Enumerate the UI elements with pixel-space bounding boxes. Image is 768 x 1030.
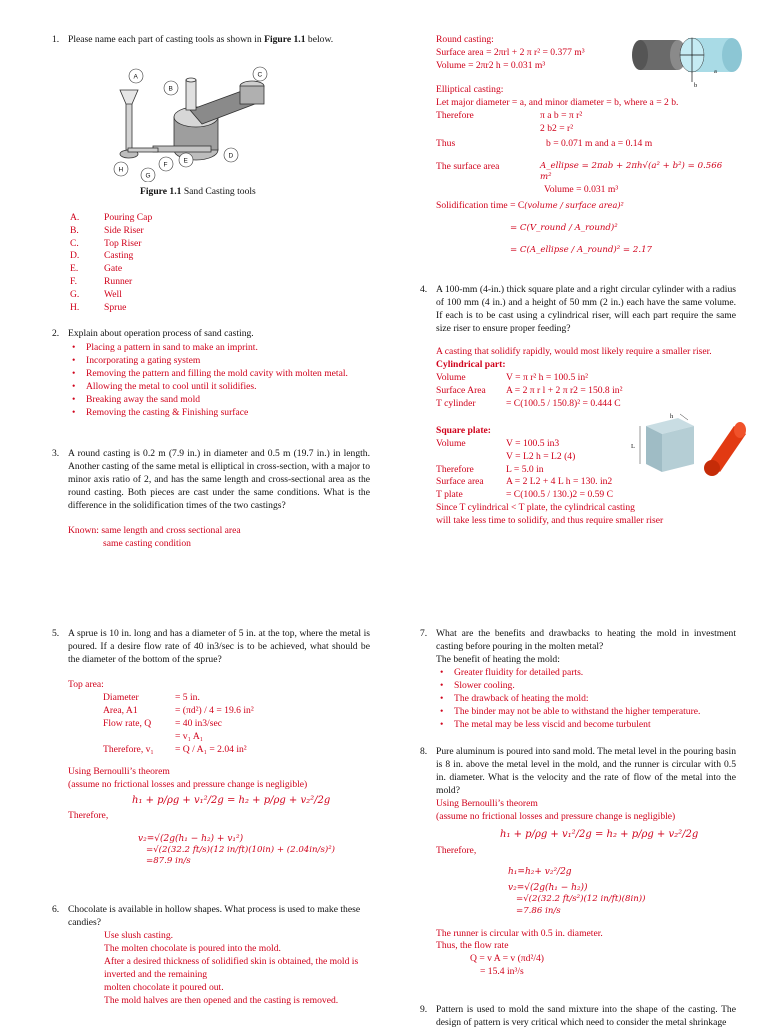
question-text: Please name each part of casting tools as shown in (68, 34, 262, 45)
elliptical-cylinder-image (680, 38, 742, 82)
plate-and-cylinder-figure (630, 412, 746, 476)
question-text: Chocolate is available in hollow shapes. What process is used to make these candies? (68, 904, 361, 928)
solidification-time-answer: Solidification time = C(volume / surface area)² = C(V_round / A_round)² = C(A_ellipse / A_round)² = 2.17 (436, 200, 653, 255)
question-number: 8. (420, 746, 428, 757)
question-number: 3. (52, 448, 60, 459)
question-7 (420, 628, 736, 732)
figure-label-c: C (257, 71, 263, 79)
velocity-result: =87.9 in/s (146, 856, 191, 867)
list-item: G. Well (70, 288, 122, 300)
question-2 (52, 328, 370, 420)
question-6 (52, 904, 370, 1008)
list-item: C. Top Riser (70, 237, 142, 249)
question-text: A round casting is 0.2 m (7.9 in.) in diameter and 0.5 m (19.7 in.) in length. Another casting of the same metal is elliptical in cross-section, with a major to minor axis ratio of 2, and has the same length and cross-sectional area as the round casting. Both pieces are cast under the same conditions. What is the difference in the solidification times of the two castings? (68, 448, 370, 511)
figure-label-a: A (133, 73, 138, 81)
fig-label-a: a (714, 68, 717, 75)
cylinder-table: Volume V = π r² h = 100.5 in² Surface Area A = 2 π r l + 2 π r2 = 150.8 in² T cylinder = C(100.5 / 150.8)² = 0.444 C (436, 371, 623, 409)
figure-label-f: F (163, 161, 168, 169)
list-item: A. Pouring Cap (70, 212, 153, 223)
answer-block: Using Bernoulli’s theorem (assume no frictional losses and pressure change is negligible) h₁ + p/ρg + v₁²/2g = h₂ + p/ρg + v₂²/2g Therefore, h₁=h₂+ v₂²/2g v₂=√(2g(h₁ − h₂)) =√(2(32.2 ft/s²)(12 in/ft)(8in)) =7.86 in/s The runner is circular with 0.5 in. diameter. Thus, the flow rate Q = v A = v (πd²/4) = 15.4 in³/s (420, 798, 736, 980)
bernoulli-equation: h₁ + p/ρg + v₁²/2g = h₂ + p/ρg + v₂²/2g (132, 795, 331, 807)
red-cylinder-image (704, 422, 746, 476)
question-text: Pure aluminum is poured into sand mold. The metal level in the pouring basin is 8 in. above the metal level in the mold, and the runner is circular with 0.5 in. diameter. What is the velocity and the rate of flow of the metal into the mold? (436, 746, 736, 796)
answer-block: Use slush casting. The molten chocolate is poured into the mold. After a desired thickness of solidified skin is obtained, the mold is inverted and the remaining molten chocolate it poured out. The mold halves are then opened and the casting is removed. (104, 929, 359, 1006)
list-item: • Breaking away the sand mold (86, 394, 370, 407)
question-1 (52, 34, 370, 47)
list-item: • Slower cooling. (454, 680, 736, 693)
sand-casting-figure (110, 62, 280, 182)
velocity-substitution: =√(2(32.2 ft/s)(12 in/ft)(10in) + (2.04in/s)²) (146, 844, 336, 855)
question-9 (420, 1004, 736, 1030)
list-item: • Greater fluidity for detailed parts. (454, 667, 736, 680)
figure-label-g: G (145, 172, 151, 180)
list-item: B. Side Riser (70, 224, 144, 236)
list-item: • The drawback of heating the mold: (454, 693, 736, 706)
question-4 (420, 284, 736, 336)
figure-caption: Figure 1.1 Sand Casting tools (140, 186, 256, 197)
answer-bullets (420, 667, 736, 732)
figure-label-b: B (168, 85, 173, 93)
fig-label-l: L (631, 443, 635, 450)
list-item: D. Casting (70, 250, 134, 262)
round-casting-answer: Round casting: Surface area = 2πrl + 2 π r² = 0.377 m³ Volume = 2πr2 h = 0.031 m³ (436, 34, 585, 71)
casting-illustration (120, 78, 264, 160)
question-3 (52, 448, 370, 551)
list-item: • Incorporating a gating system (86, 355, 370, 368)
answer-table: Diameter = 5 in. Area, A1 = (πd²) / 4 = 19.6 in² Flow rate, Q = 40 in3/sec = v₁ A₁ Therefore, v₁ = Q / A₁ = 2.04 in² (103, 691, 254, 755)
question-text-end: below. (307, 34, 334, 45)
known-block: Known: same length and cross sectional area same casting condition (68, 524, 241, 549)
list-item: • Removing the pattern and filling the mold cavity with molten metal. (86, 368, 370, 381)
round-cylinder-image (632, 40, 686, 70)
answer-bullets (52, 342, 370, 420)
list-item: • Allowing the metal to cool until it solidifies. (86, 381, 370, 394)
question-number: 7. (420, 628, 428, 639)
cylinders-figure (632, 32, 746, 90)
question-number: 9. (420, 1004, 428, 1015)
square-plate-image (640, 414, 694, 472)
bernoulli-equation: h₁ + p/ρg + v₁²/2g = h₂ + p/ρg + v₂²/2g (500, 828, 699, 840)
list-item: • Placing a pattern in sand to make an imprint. (86, 342, 370, 355)
figure-ref: Figure 1.1 (264, 34, 306, 45)
list-item: • Removing the casting & Finishing surface (86, 407, 370, 420)
list-item: • The metal may be less viscid and become turbulent (454, 719, 736, 732)
elliptical-casting-answer: Elliptical casting: Let major diameter = a, and minor diameter = b, where a = 2 b. Therefore π a b = π r² 2 b2 = r² Thus b = 0.071 m and a = 0.14 m The surface area A_ellipse = 2πab + 2πh√(a² + b²) = 0.566 m² Volume = 0.031 m³ (436, 84, 723, 195)
question-8 (420, 746, 736, 979)
question-number: 1. (52, 34, 60, 45)
plate-table: Volume V = 100.5 in3 V = L2 h = L2 (4) Therefore L = 5.0 in Surface area A = 2 L2 + 4 L h = 130. in2 T plate = C(100.5 / 130.)2 = 0.59 C (436, 437, 614, 501)
figure-label-e: E (183, 157, 188, 165)
fig-label-h: h (670, 413, 674, 420)
figure-label-d: D (228, 152, 234, 160)
question-text: A 100-mm (4-in.) thick square plate and a right circular cylinder with a radius of 100 mm (4 in.) and a height of 50 mm (2 in.) each have the same volume. If each is to be cast using a cylindrical riser, will each part require the same size riser to ensure proper feeding? (436, 284, 736, 334)
question-text: Explain about operation process of sand casting. (68, 328, 254, 339)
list-item: • The binder may not be able to withstand the higher temperature. (454, 706, 736, 719)
question-text: What are the benefits and drawbacks to heating the mold in investment casting before pouring in the molten metal? (436, 628, 736, 652)
q4-answer: A casting that solidify rapidly, would most likely require a smaller riser. Cylindrical part: Volume V = π r² h = 100.5 in² Surface Area A = 2 π r l + 2 π r2 = 150.8 in² T cylinder = C(100.5 / 150.8)² = 0.444 C Square plate: Volume V = 100.5 in3 V = L2 h = L2 (4) Therefore L = 5.0 in Surface area A = 2 L2 + 4 L h = 130. in2 T plate = C(100.5 / 130.)2 = 0.59 C Since T cylindrical < T plate, the cylindrical casting will take less time to solidify, and thus require smaller riser (436, 346, 736, 528)
answer-block: Top area: Diameter = 5 in. Area, A1 = (πd²) / 4 = 19.6 in² Flow rate, Q = 40 in3/sec = v₁ A₁ Therefore, v₁ = Q / A₁ = 2.04 in² Using Bernoulli’s theorem (assume no frictional losses and pressure change is negligible) h₁ + p/ρg + v₁²/2g = h₂ + p/ρg + v₂²/2g Therefore, v₂=√(2g(h₁ − h₂) + v₁²) =√(2(32.2 ft/s)(12 in/ft)(10in) + (2.04in/s)²) =87.9 in/s (52, 679, 370, 868)
question-text: Pattern is used to mold the sand mixture into the shape of the casting. The design of pattern is very critical which need to consider the metal shrinkage (436, 1004, 736, 1028)
list-item: H. Sprue (70, 301, 127, 313)
question-number: 6. (52, 904, 60, 915)
question-text: A sprue is 10 in. long and has a diameter of 5 in. at the top, where the metal is poured. If a desire flow rate of 40 in3/sec is to be achieved, what should be the diameter of the bottom of the sprue? (68, 628, 370, 665)
question-5 (52, 628, 370, 868)
list-item: E. Gate (70, 263, 123, 275)
question-number: 2. (52, 328, 60, 339)
fig-label-b: b (694, 82, 698, 89)
list-item: F. Runner (70, 275, 133, 287)
benefit-title: The benefit of heating the mold: (436, 653, 560, 665)
question-number: 5. (52, 628, 60, 639)
parts-list (70, 212, 152, 314)
figure-label-h: H (118, 166, 124, 174)
question-number: 4. (420, 284, 428, 295)
velocity-equation: v₂=√(2g(h₁ − h₂) + v₁²) (138, 833, 244, 844)
